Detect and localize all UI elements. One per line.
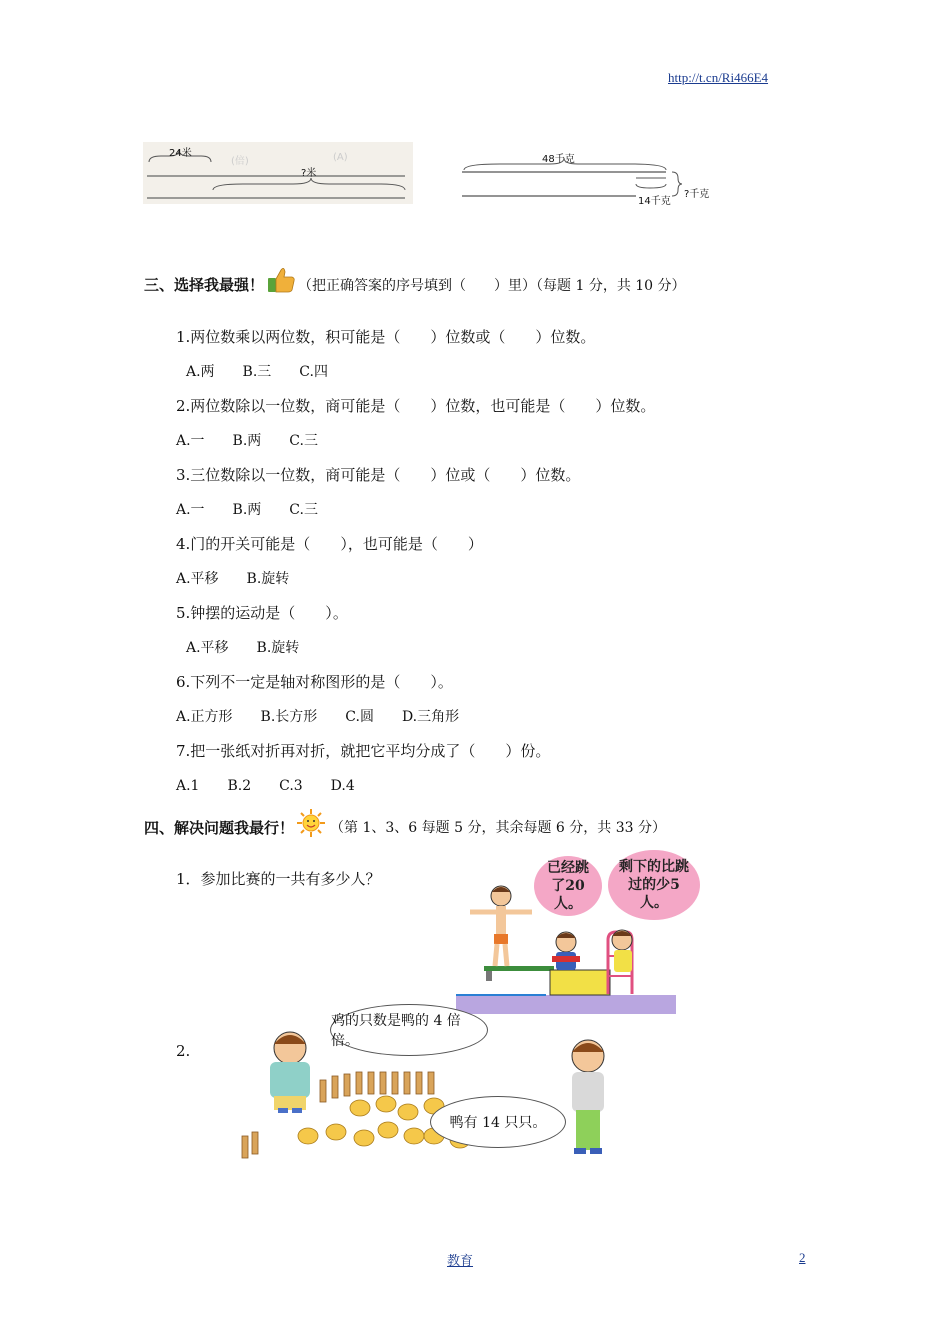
bubble-jumped-text: 已经跳了20人。 — [547, 860, 589, 912]
farm-illustration — [238, 1000, 634, 1162]
right-side-label: ?千克 — [684, 189, 710, 200]
q5-text: 5.钟摆的运动是（ ）。 — [176, 604, 348, 622]
bubble-chicken-ratio-text: 鸡的只数是鸭的 4 倍倍。 — [331, 1013, 461, 1049]
bubble-remaining-text: 剩下的比跳过的少5人。 — [619, 859, 689, 911]
q3-options: A.一 B.两 C.三 — [176, 502, 318, 518]
bubble-duck-count-text: 鸭有 14 只只。 — [449, 1115, 547, 1131]
left-bar-diagram — [143, 140, 413, 206]
thumbs-up-icon — [266, 266, 296, 294]
footer-center-link[interactable]: 教育 — [447, 1253, 474, 1268]
q7-text: 7.把一张纸对折再对折，就把它平均分成了（ ）份。 — [176, 742, 551, 760]
footer-page-number[interactable]: 2 — [799, 1250, 806, 1265]
header-url-link[interactable]: http://t.cn/Ri466E4 — [668, 70, 769, 85]
section3-heading — [144, 274, 686, 295]
q1-options: A.两 B.三 C.四 — [186, 364, 328, 380]
s4-q1-text: 1．参加比赛的一共有多少人？ — [176, 870, 381, 888]
section4-title: 四、解决问题我最行！ — [144, 818, 295, 837]
right-bottom-label: 14千克 — [638, 196, 671, 207]
bubble-remaining — [608, 850, 700, 920]
section3-note: （把正确答案的序号填到（ ）里）（每题 1 分，共 10 分） — [298, 277, 686, 294]
q1-text: 1.两位数乘以两位数，积可能是（ ）位数或（ ）位数。 — [176, 328, 596, 346]
bubble-duck-count — [430, 1096, 566, 1148]
left-watermark-2: (A) — [333, 152, 348, 163]
q2-options: A.一 B.两 C.三 — [176, 433, 318, 449]
bubble-chicken-ratio — [330, 1004, 488, 1056]
left-bottom-label: ?米 — [301, 168, 317, 179]
right-bar-diagram-svg — [460, 148, 720, 206]
sun-icon — [296, 808, 326, 838]
q4-options: A.平移 B.旋转 — [176, 571, 290, 587]
brace-side — [672, 172, 682, 196]
left-watermark-1: (倍) — [231, 156, 249, 167]
q6-options: A.正方形 B.长方形 C.圆 D.三角形 — [176, 709, 460, 725]
brace-difference — [636, 184, 666, 188]
q4-text: 4.门的开关可能是（ ），也可能是（ ） — [176, 535, 483, 553]
diving-illustration — [456, 848, 689, 1014]
bubble-jumped — [534, 856, 602, 916]
right-top-label: 48千克 — [542, 154, 575, 165]
q5-options: A.平移 B.旋转 — [186, 640, 300, 656]
q7-options: A.1 B.2 C.3 D.4 — [176, 778, 355, 794]
q3-text: 3.三位数除以一位数，商可能是（ ）位或（ ）位数。 — [176, 466, 581, 484]
s4-q2-number: 2. — [176, 1042, 191, 1060]
section4-heading — [144, 816, 666, 838]
q6-text: 6.下列不一定是轴对称图形的是（ ）。 — [176, 673, 453, 691]
section3-title: 三、选择我最强！ — [144, 276, 265, 294]
section4-note: （第 1、3、6 每题 5 分，其余每题 6 分，共 33 分） — [330, 820, 666, 836]
left-top-label: 24米 — [169, 148, 192, 159]
right-bar-diagram — [460, 148, 720, 206]
q2-text: 2.两位数除以一位数，商可能是（ ）位数，也可能是（ ）位数。 — [176, 397, 656, 415]
